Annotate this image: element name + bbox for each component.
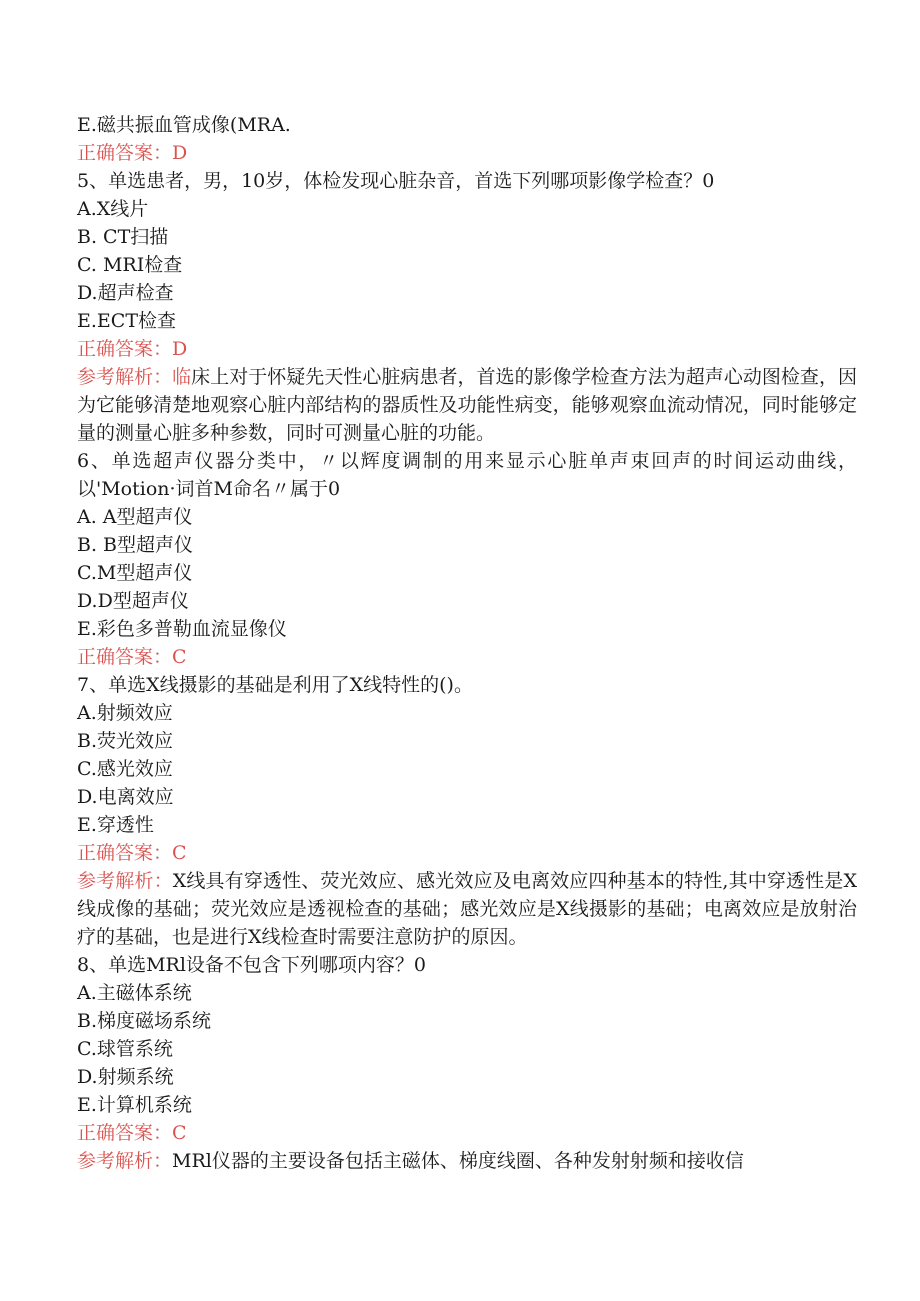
analysis-paragraph (77, 867, 857, 951)
option-line: B. B型超声仪 (77, 534, 194, 556)
answer-line (77, 1119, 857, 1147)
option-line: C. MRI检查 (77, 254, 183, 276)
answer-label: 正确答案： (77, 338, 173, 360)
option-line: D.超声检查 (77, 282, 174, 304)
question-6: 6、单选超声仪器分类中，〃以辉度调制的用来显示心脏单声束回声的时间运动曲线，以'Motion·词首M命名〃属于0 (77, 450, 857, 500)
option-line: B.梯度磁场系统 (77, 1010, 212, 1032)
analysis-paragraph (77, 363, 857, 447)
question-7: 7、单选X线摄影的基础是利用了X线特性的()。 (77, 674, 473, 696)
answer-value: C (172, 842, 187, 864)
option-line: E.ECT检查 (77, 310, 176, 332)
option-line: C.感光效应 (77, 758, 173, 780)
answer-label: 正确答案： (77, 646, 173, 668)
option-line: D.射频系统 (77, 1066, 174, 1088)
analysis-label: 参考解析：临 (77, 366, 192, 388)
analysis-text: X线具有穿透性、荧光效应、感光效应及电离效应四种基本的特性,其中穿透性是X线成像的基础；荧光效应是透视检查的基础；感光效应是X线摄影的基础；电离效应是放射治疗的基础，也是进行X线检查时需要注意防护的原因。 (77, 870, 857, 948)
analysis-text: 床上对于怀疑先天性心脏病患者，首选的影像学检查方法为超声心动图检查，因为它能够清楚地观察心脏内部结构的器质性及功能性病变，能够观察血流动情况，同时能够定量的测量心脏多种参数，同时可测量心脏的功能。 (77, 366, 857, 444)
question-8: 8、单选MRl设备不包含下列哪项内容？0 (77, 954, 427, 976)
answer-label: 正确答案： (77, 142, 173, 164)
answer-label: 正确答案： (77, 1122, 173, 1144)
option-line: A.X线片 (77, 198, 149, 220)
option-line: E.磁共振血管成像(MRA. (77, 114, 291, 136)
answer-label: 正确答案： (77, 842, 173, 864)
answer-value: D (172, 142, 188, 164)
option-line: E.计算机系统 (77, 1094, 192, 1116)
document-body (77, 111, 857, 1175)
option-line: E.穿透性 (77, 814, 154, 836)
option-line: A. A型超声仪 (77, 506, 193, 528)
analysis-label: 参考解析： (77, 870, 173, 892)
option-line: A.射频效应 (77, 702, 173, 724)
option-line: B. CT扫描 (77, 226, 169, 248)
answer-value: D (172, 338, 188, 360)
option-line: B.荧光效应 (77, 730, 174, 752)
answer-value: C (172, 1122, 187, 1144)
analysis-label: 参考解析： (77, 1150, 173, 1172)
answer-value: C (172, 646, 187, 668)
analysis-paragraph (77, 1147, 857, 1175)
answer-line (77, 335, 857, 363)
option-line: A.主磁体系统 (77, 982, 192, 1004)
option-line: D.D型超声仪 (77, 590, 189, 612)
analysis-text: MRl仪器的主要设备包括主磁体、梯度线圈、各种发射射频和接收信 (172, 1150, 744, 1172)
option-line: D.电离效应 (77, 786, 174, 808)
option-line: C.M型超声仪 (77, 562, 193, 584)
answer-line (77, 839, 857, 867)
question-5: 5、单选患者，男，10岁，体检发现心脏杂音，首选下列哪项影像学检查？0 (77, 170, 715, 192)
option-line: E.彩色多普勒血流显像仪 (77, 618, 287, 640)
answer-line (77, 139, 857, 167)
option-line: C.球管系统 (77, 1038, 173, 1060)
answer-line (77, 643, 857, 671)
